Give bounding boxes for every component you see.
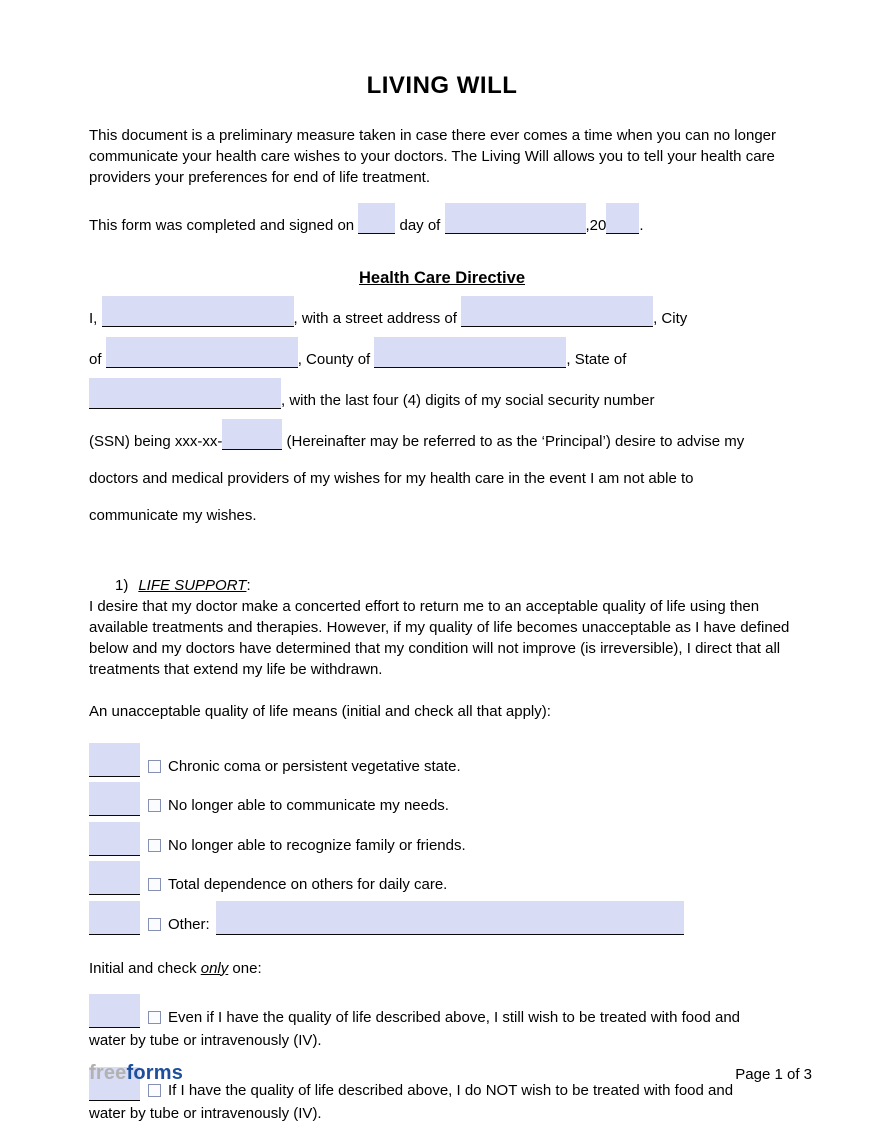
- text-segment: Initial and check: [89, 959, 201, 977]
- checkbox-icon[interactable]: [148, 760, 161, 773]
- checklist-row: [89, 777, 795, 817]
- other-input-field[interactable]: [216, 901, 684, 935]
- text-segment: doctors and medical providers of my wishes for my health care in the event I am not able to: [89, 470, 694, 487]
- logo-free-text: free: [89, 1062, 127, 1084]
- text-segment: , City: [653, 310, 688, 327]
- life-support-body: I desire that my doctor make a concerted effort to return me to an acceptable quality of life using then available treatments and therapies. However, if my quality of life becomes unacceptable as I have defined below and my doctors have determined that my condition will not improve (is irreversible), I direct that all treatments that extend my life be withdrawn.: [89, 598, 790, 678]
- text-segment: , with the last four (4) digits of my social security number: [281, 392, 655, 409]
- signed-line-period: .: [639, 217, 644, 234]
- day-input-field[interactable]: [358, 203, 395, 234]
- page-number: Page 1 of 3: [735, 1066, 812, 1083]
- quality-of-life-checklist: [89, 737, 795, 935]
- option-row: [89, 1067, 795, 1101]
- checkbox-icon[interactable]: [148, 1084, 161, 1097]
- year-input-field[interactable]: [606, 203, 639, 234]
- initials-field[interactable]: [89, 743, 140, 777]
- checklist-row: [89, 856, 795, 896]
- checklist-item-label: Chronic coma or persistent vegetative state.: [168, 757, 461, 775]
- feeding-option: [89, 1067, 795, 1124]
- text-segment: (SSN) being xxx-xx-: [89, 433, 223, 450]
- checkbox-icon[interactable]: [148, 918, 161, 931]
- checklist-row: [89, 895, 795, 935]
- checklist-item-label: No longer able to recognize family or friends.: [168, 836, 466, 854]
- freeforms-logo: [89, 1062, 183, 1085]
- checkbox-icon[interactable]: [148, 799, 161, 812]
- ssn-last4-field[interactable]: [222, 419, 282, 450]
- checkbox-icon[interactable]: [148, 878, 161, 891]
- text-segment: I,: [89, 310, 102, 327]
- option-row: [89, 994, 795, 1028]
- checklist-row: [89, 816, 795, 856]
- county-field[interactable]: [374, 337, 566, 368]
- option-text: water by tube or intravenously (IV).: [89, 1031, 322, 1049]
- life-support-title: LIFE SUPPORT: [138, 577, 247, 594]
- initials-field[interactable]: [89, 782, 140, 816]
- checklist-item-label: No longer able to communicate my needs.: [168, 797, 449, 814]
- text-segment: , County of: [297, 351, 375, 368]
- checkbox-icon[interactable]: [148, 839, 161, 852]
- initials-field[interactable]: [89, 994, 140, 1028]
- section-number: 1): [115, 577, 129, 594]
- principal-line: [89, 378, 795, 419]
- text-segment: (Hereinafter may be referred to as the ‘Principal’) desire to advise my: [282, 433, 745, 450]
- life-support-heading: [89, 575, 795, 596]
- principal-line: [89, 337, 795, 378]
- intro-paragraph: This document is a preliminary measure taken in case there ever comes a time when you can no longer communicate your health care wishes to your doctors. The Living Will allows you to tell your health care providers your preferences for end of life treatment.: [89, 127, 777, 186]
- feeding-option: [89, 994, 795, 1051]
- street-address-field[interactable]: [461, 296, 653, 327]
- signed-date-line: [89, 203, 795, 244]
- health-care-directive-heading: Health Care Directive: [359, 269, 525, 287]
- life-support-colon: :: [246, 577, 251, 594]
- text-segment: , with a street address of: [293, 310, 462, 327]
- document-title: LIVING WILL: [366, 72, 518, 99]
- option-text: If I have the quality of life described above, I do NOT wish to be treated with food and: [168, 1081, 734, 1099]
- signed-line-comma-20: ,20: [585, 217, 607, 234]
- text-segment: communicate my wishes.: [89, 507, 257, 524]
- only-word: only: [200, 959, 229, 977]
- principal-paragraph: [89, 296, 795, 534]
- logo-forms-text: forms: [126, 1062, 184, 1084]
- state-field[interactable]: [89, 378, 281, 409]
- city-field[interactable]: [106, 337, 298, 368]
- text-segment: one:: [228, 959, 262, 977]
- option-text: Even if I have the quality of life described above, I still wish to be treated with food and: [168, 1008, 740, 1026]
- initials-field[interactable]: [89, 901, 140, 935]
- only-one-intro: [89, 958, 795, 979]
- month-input-field[interactable]: [445, 203, 586, 234]
- checklist-row: [89, 737, 795, 777]
- signed-line-prefix: This form was completed and signed on: [89, 217, 359, 234]
- principal-name-field[interactable]: [102, 296, 294, 327]
- principal-line: [89, 419, 795, 460]
- initials-field[interactable]: [89, 861, 140, 895]
- signed-line-day-of: day of: [395, 217, 445, 234]
- option-text: water by tube or intravenously (IV).: [89, 1104, 322, 1122]
- principal-line: [89, 460, 795, 497]
- principal-line: [89, 497, 795, 534]
- principal-line: [89, 296, 795, 337]
- checklist-intro: An unacceptable quality of life means (initial and check all that apply):: [89, 703, 551, 720]
- checklist-item-label: Other:: [168, 915, 210, 933]
- initials-field[interactable]: [89, 822, 140, 856]
- checklist-item-label: Total dependence on others for daily care.: [168, 876, 448, 893]
- checkbox-icon[interactable]: [148, 1011, 161, 1024]
- text-segment: , State of: [566, 351, 627, 368]
- text-segment: of: [89, 351, 106, 368]
